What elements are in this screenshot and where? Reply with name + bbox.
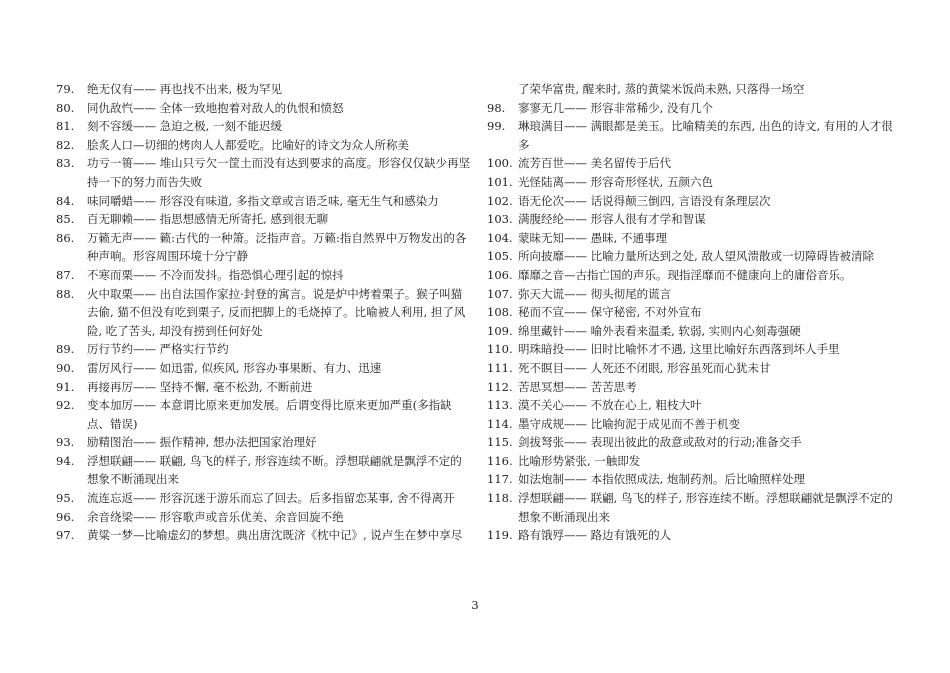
item-text: 满腹经纶—— 形容人很有才学和智谋 bbox=[518, 212, 706, 227]
item-text: 功亏一篑—— 堆山只亏欠一筐土而没有达到要求的高度。形容仅仅缺少再坚持一下的努力而告失败 bbox=[87, 156, 471, 189]
item-number: 83. bbox=[56, 156, 75, 171]
item-number: 102. bbox=[487, 193, 513, 208]
list-item bbox=[56, 154, 472, 191]
item-number: 90. bbox=[56, 360, 75, 375]
item-text: 厉行节约—— 严格实行节约 bbox=[87, 342, 229, 357]
item-text: 同仇敌忾—— 全体一致地抱着对敌人的仇恨和愤怒 bbox=[87, 100, 344, 115]
item-text: 漠不关心—— 不放在心上, 粗枝大叶 bbox=[518, 398, 702, 413]
item-text: 刻不容缓—— 急迫之极, 一刻不能迟缓 bbox=[87, 119, 282, 134]
right-column bbox=[487, 80, 897, 545]
item-text: 励精图治—— 振作精神, 想办法把国家治理好 bbox=[87, 435, 317, 450]
item-text: 弥天大谎—— 彻头彻尾的谎言 bbox=[518, 286, 672, 301]
item-text: 如法炮制—— 本指依照成法, 炮制药剂。后比喻照样处理 bbox=[518, 472, 805, 487]
item-number: 84. bbox=[56, 193, 75, 208]
list-item bbox=[56, 489, 472, 508]
item-number: 112. bbox=[487, 379, 513, 394]
item-text: 绵里藏针—— 喻外表看来温柔, 软弱, 实则内心刻毒强硬 bbox=[518, 323, 801, 338]
item-number: 100. bbox=[487, 156, 513, 171]
item-text: 苦思冥想—— 苦苦思考 bbox=[518, 379, 637, 394]
item-text: 蒙昧无知—— 愚昧, 不通事理 bbox=[518, 230, 667, 245]
item-number: 91. bbox=[56, 379, 75, 394]
item-text: 余音绕梁—— 形容歌声或音乐优美、余音回旋不绝 bbox=[87, 509, 344, 524]
item-text: 墨守成规—— 比喻拘泥于成见而不善于机变 bbox=[518, 416, 741, 431]
item-number: 94. bbox=[56, 453, 75, 468]
item-text: 死不瞑目—— 人死还不闭眼, 形容虽死而心犹未甘 bbox=[518, 360, 771, 375]
list-item bbox=[487, 247, 897, 266]
item-number: 87. bbox=[56, 267, 75, 282]
item-text: 浮想联翩—— 联翩, 鸟飞的样子, 形容连续不断。浮想联翩就是飘浮不定的想象不断涌现出来 bbox=[518, 491, 893, 524]
item-number: 98. bbox=[487, 100, 506, 115]
item-number: 114. bbox=[487, 416, 513, 431]
item-text: 秘而不宣—— 保守秘密, 不对外宣布 bbox=[518, 305, 702, 320]
list-item bbox=[487, 415, 897, 434]
item-text: 了荣华富贵, 醒来时, 蒸的黄粱米饭尚未熟, 只落得一场空 bbox=[518, 82, 805, 96]
item-number: 104. bbox=[487, 230, 513, 245]
item-number: 117. bbox=[487, 472, 513, 487]
list-item bbox=[56, 340, 472, 359]
list-item bbox=[487, 433, 897, 452]
list-item bbox=[56, 452, 472, 489]
item-text: 光怪陆离—— 形容奇形怪状, 五颜六色 bbox=[518, 174, 713, 189]
item-number: 105. bbox=[487, 249, 513, 264]
item-number: 110. bbox=[487, 342, 513, 357]
item-text: 寥寥无几—— 形容非常稀少, 没有几个 bbox=[518, 100, 713, 115]
list-item bbox=[56, 99, 472, 118]
item-text: 所向披靡—— 比喻力量所达到之处, 敌人望风溃散或一切障碍皆被清除 bbox=[518, 249, 874, 264]
list-item bbox=[487, 340, 897, 359]
list-item bbox=[56, 229, 472, 266]
list-item bbox=[56, 359, 472, 378]
item-number: 85. bbox=[56, 212, 75, 227]
item-number: 88. bbox=[56, 286, 75, 301]
item-number: 109. bbox=[487, 323, 513, 338]
item-number: 79. bbox=[56, 82, 75, 96]
item-number: 97. bbox=[56, 528, 75, 543]
list-item bbox=[56, 508, 472, 527]
item-number: 95. bbox=[56, 491, 75, 506]
item-number: 107. bbox=[487, 286, 513, 301]
list-item bbox=[487, 173, 897, 192]
item-number: 92. bbox=[56, 398, 75, 413]
list-item bbox=[487, 266, 897, 285]
item-text: 变本加厉—— 本意谓比原来更加发展。后谓变得比原来更加严重(多指缺点、错误) bbox=[87, 398, 452, 431]
list-item bbox=[56, 136, 472, 155]
item-number: 116. bbox=[487, 453, 513, 468]
item-text: 琳琅满目—— 满眼都是美玉。比喻精美的东西, 出色的诗文, 有用的人才很多 bbox=[518, 119, 893, 152]
item-text: 浮想联翩—— 联翩, 鸟飞的样子, 形容连续不断。浮想联翩就是飘浮不定的想象不断涌现出来 bbox=[87, 453, 462, 487]
list-item bbox=[487, 117, 897, 154]
item-number: 119. bbox=[487, 528, 513, 543]
list-item bbox=[56, 285, 472, 341]
list-item bbox=[56, 266, 472, 285]
item-number: 86. bbox=[56, 230, 75, 245]
list-item bbox=[487, 470, 897, 489]
item-number: 93. bbox=[56, 435, 75, 450]
item-number: 106. bbox=[487, 267, 513, 282]
item-text: 绝无仅有—— 再也找不出来, 极为罕见 bbox=[87, 82, 282, 96]
page-number: 3 bbox=[471, 598, 479, 612]
item-text: 流芳百世—— 美名留传于后代 bbox=[518, 156, 672, 171]
item-text: 不寒而栗—— 不冷而发抖。指恐惧心理引起的惊抖 bbox=[87, 267, 344, 282]
item-text: 脍炙人口—切细的烤肉人人都爱吃。比喻好的诗文为众人所称美 bbox=[87, 137, 409, 152]
item-number: 96. bbox=[56, 509, 75, 524]
left-column bbox=[56, 80, 472, 545]
list-item bbox=[56, 526, 472, 545]
list-item bbox=[487, 210, 897, 229]
item-number: 82. bbox=[56, 137, 75, 152]
item-number: 118. bbox=[487, 491, 513, 506]
item-text: 剑拔弩张—— 表现出彼此的敌意或敌对的行动;准备交手 bbox=[518, 435, 802, 450]
item-number: 115. bbox=[487, 435, 513, 450]
list-item bbox=[56, 378, 472, 397]
item-text: 再接再厉—— 坚持不懈, 毫不松劲, 不断前进 bbox=[87, 379, 313, 394]
item-text: 万籁无声—— 籁:古代的一种箫。泛指声音。万籁:指自然界中万物发出的各种声响。形容周围环境十分宁静 bbox=[87, 230, 467, 264]
list-item bbox=[487, 359, 897, 378]
list-item bbox=[487, 192, 897, 211]
list-item bbox=[487, 154, 897, 173]
list-item bbox=[56, 433, 472, 452]
item-number: 80. bbox=[56, 100, 75, 115]
list-item bbox=[487, 99, 897, 118]
list-item bbox=[56, 210, 472, 229]
item-number: 89. bbox=[56, 342, 75, 357]
list-item bbox=[56, 396, 472, 433]
list-item bbox=[56, 192, 472, 211]
item-number: 103. bbox=[487, 212, 513, 227]
list-item bbox=[487, 452, 897, 471]
item-number: 113. bbox=[487, 398, 513, 413]
item-number: 111. bbox=[487, 360, 513, 375]
list-item bbox=[487, 378, 897, 397]
item-number: 101. bbox=[487, 174, 513, 189]
list-item bbox=[487, 303, 897, 322]
item-text: 火中取栗—— 出自法国作家拉·封登的寓言。说是炉中烤着栗子。猴子叫猫去偷, 猫不但没有吃到栗子, 反而把脚上的毛烧掉了。比喻被人利用, 担了风险, 吃了苦头, 却没有捞到任何好处 bbox=[87, 286, 466, 338]
list-item bbox=[487, 80, 897, 99]
item-number: 81. bbox=[56, 119, 75, 134]
list-item bbox=[56, 80, 472, 99]
list-item bbox=[487, 489, 897, 526]
item-text: 路有饿殍—— 路边有饿死的人 bbox=[518, 528, 672, 543]
item-number: 99. bbox=[487, 119, 506, 134]
list-item bbox=[487, 229, 897, 248]
list-item bbox=[487, 322, 897, 341]
item-text: 靡靡之音—古指亡国的声乐。现指淫靡而不健康向上的庸俗音乐。 bbox=[518, 267, 852, 282]
item-text: 流连忘返—— 形容沉迷于游乐而忘了回去。后多指留恋某事, 舍不得离开 bbox=[87, 491, 455, 506]
item-text: 雷厉风行—— 如迅雷, 似疾风, 形容办事果断、有力、迅速 bbox=[87, 360, 382, 375]
list-item bbox=[487, 396, 897, 415]
item-text: 百无聊赖—— 指思想感情无所寄托, 感到很无聊 bbox=[87, 212, 328, 227]
list-item bbox=[487, 285, 897, 304]
item-number: 108. bbox=[487, 305, 513, 320]
item-text: 味同嚼蜡—— 形容没有味道, 多指文章或言语乏味, 毫无生气和感染力 bbox=[87, 193, 439, 208]
item-text: 语无伦次—— 话说得颠三倒四, 言语没有条理层次 bbox=[518, 193, 771, 208]
list-item bbox=[487, 526, 897, 545]
list-item bbox=[56, 117, 472, 136]
item-text: 明珠暗投—— 旧时比喻怀才不遇, 这里比喻好东西落到坏人手里 bbox=[518, 342, 840, 357]
item-text: 比喻形势紧张, 一触即发 bbox=[518, 453, 641, 468]
item-text: 黄粱一梦—比喻虚幻的梦想。典出唐沈既济《枕中记》, 说卢生在梦中享尽 bbox=[87, 528, 463, 543]
